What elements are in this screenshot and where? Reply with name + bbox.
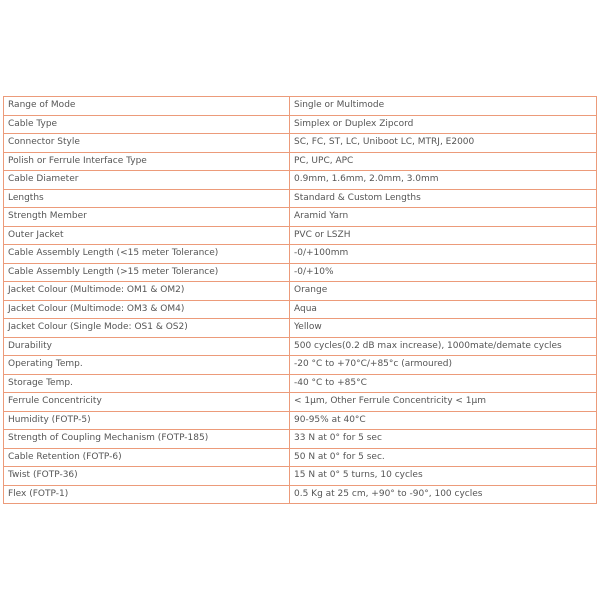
table-row	[4, 263, 597, 282]
table-row	[4, 245, 597, 264]
spec-value: Aramid Yarn	[290, 208, 597, 227]
table-row	[4, 300, 597, 319]
table-row	[4, 226, 597, 245]
spec-label: Connector Style	[4, 134, 290, 153]
spec-label: Polish or Ferrule Interface Type	[4, 152, 290, 171]
spec-label: Strength Member	[4, 208, 290, 227]
spec-label: Lengths	[4, 189, 290, 208]
spec-label: Humidity (FOTP-5)	[4, 411, 290, 430]
table-row	[4, 393, 597, 412]
spec-label: Ferrule Concentricity	[4, 393, 290, 412]
spec-value: PC, UPC, APC	[290, 152, 597, 171]
table-row	[4, 319, 597, 338]
spec-value: -20 °C to +70°C/+85°c (armoured)	[290, 356, 597, 375]
spec-label: Cable Assembly Length (>15 meter Tolerance)	[4, 263, 290, 282]
spec-label: Outer Jacket	[4, 226, 290, 245]
spec-label: Range of Mode	[4, 97, 290, 116]
spec-label: Jacket Colour (Single Mode: OS1 & OS2)	[4, 319, 290, 338]
table-row	[4, 356, 597, 375]
spec-value: SC, FC, ST, LC, Uniboot LC, MTRJ, E2000	[290, 134, 597, 153]
spec-table	[3, 96, 597, 504]
spec-value: 15 N at 0° 5 turns, 10 cycles	[290, 467, 597, 486]
table-row	[4, 189, 597, 208]
table-row	[4, 374, 597, 393]
table-row	[4, 134, 597, 153]
table-row	[4, 337, 597, 356]
table-row	[4, 448, 597, 467]
spec-value: 33 N at 0° for 5 sec	[290, 430, 597, 449]
spec-value: Simplex or Duplex Zipcord	[290, 115, 597, 134]
table-row	[4, 97, 597, 116]
spec-value: 50 N at 0° for 5 sec.	[290, 448, 597, 467]
spec-value: < 1μm, Other Ferrule Concentricity < 1μm	[290, 393, 597, 412]
table-row	[4, 282, 597, 301]
table-row	[4, 115, 597, 134]
spec-label: Flex (FOTP-1)	[4, 485, 290, 504]
spec-label: Cable Assembly Length (<15 meter Tolerance)	[4, 245, 290, 264]
table-row	[4, 467, 597, 486]
spec-label: Cable Diameter	[4, 171, 290, 190]
spec-value: Aqua	[290, 300, 597, 319]
spec-value: -0/+100mm	[290, 245, 597, 264]
spec-value: -0/+10%	[290, 263, 597, 282]
table-row	[4, 411, 597, 430]
spec-value: 90-95% at 40°C	[290, 411, 597, 430]
spec-value: 0.9mm, 1.6mm, 2.0mm, 3.0mm	[290, 171, 597, 190]
spec-label: Strength of Coupling Mechanism (FOTP-185)	[4, 430, 290, 449]
table-row	[4, 430, 597, 449]
spec-value: -40 °C to +85°C	[290, 374, 597, 393]
spec-label: Storage Temp.	[4, 374, 290, 393]
table-row	[4, 171, 597, 190]
spec-value: 0.5 Kg at 25 cm, +90° to -90°, 100 cycles	[290, 485, 597, 504]
spec-value: Standard & Custom Lengths	[290, 189, 597, 208]
spec-label: Cable Retention (FOTP-6)	[4, 448, 290, 467]
spec-value: Orange	[290, 282, 597, 301]
spec-label: Jacket Colour (Multimode: OM1 & OM2)	[4, 282, 290, 301]
spec-value: Yellow	[290, 319, 597, 338]
spec-value: PVC or LSZH	[290, 226, 597, 245]
spec-label: Durability	[4, 337, 290, 356]
spec-label: Operating Temp.	[4, 356, 290, 375]
spec-value: Single or Multimode	[290, 97, 597, 116]
table-row	[4, 152, 597, 171]
spec-label: Twist (FOTP-36)	[4, 467, 290, 486]
spec-table-body	[4, 97, 597, 504]
spec-label: Cable Type	[4, 115, 290, 134]
table-row	[4, 485, 597, 504]
spec-value: 500 cycles(0.2 dB max increase), 1000mate/demate cycles	[290, 337, 597, 356]
spec-label: Jacket Colour (Multimode: OM3 & OM4)	[4, 300, 290, 319]
table-row	[4, 208, 597, 227]
